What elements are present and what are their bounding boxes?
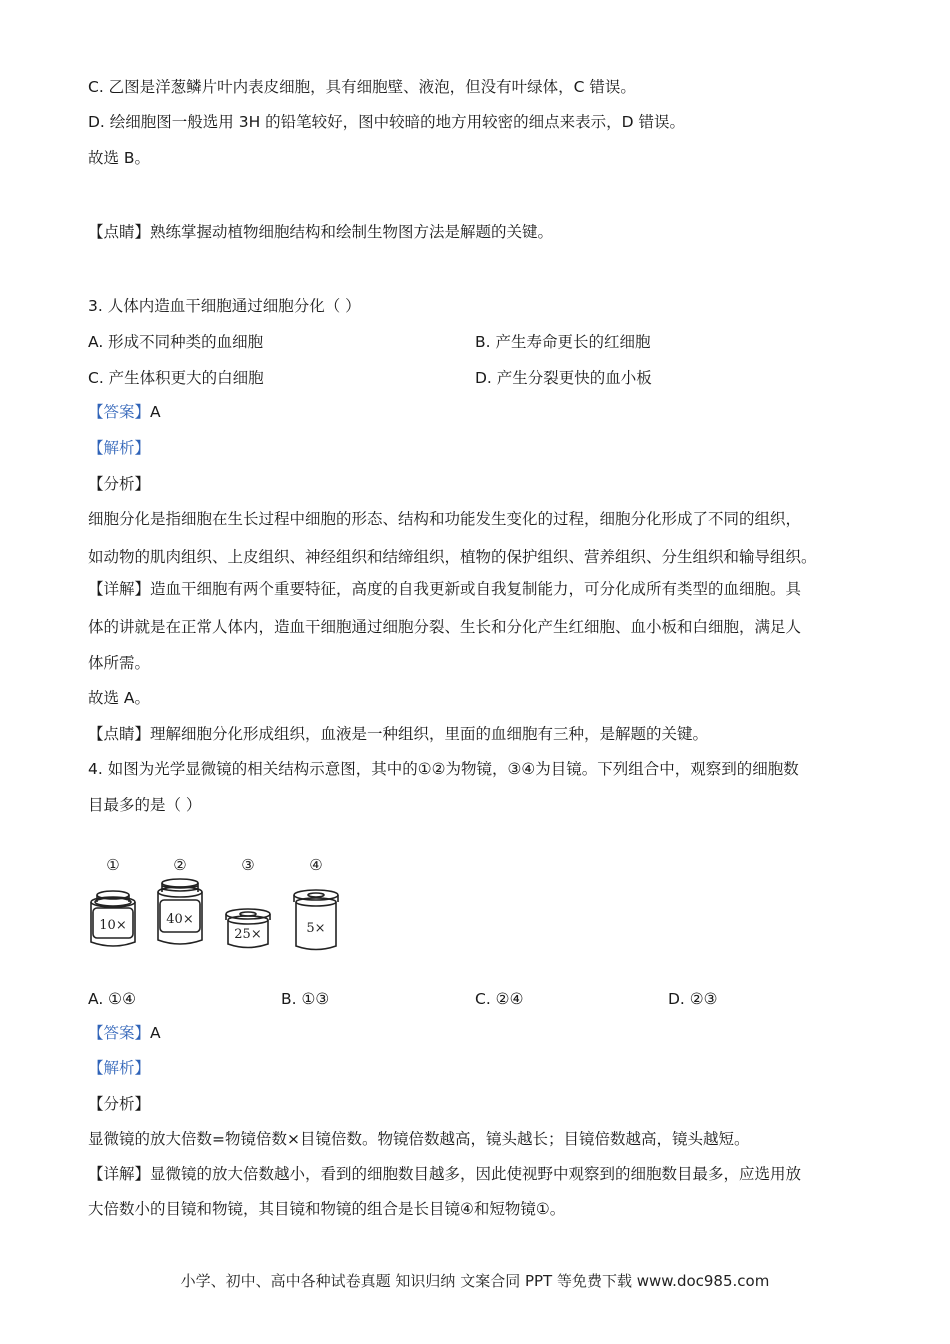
q4-jiexi-tag: 【解析】 xyxy=(88,1059,151,1077)
magnification-label: 5× xyxy=(306,921,326,936)
question-4-cont: 目最多的是（ ） xyxy=(88,796,202,814)
text-line: 体所需。 xyxy=(88,654,151,672)
dianjing-note: 【点睛】理解细胞分化形成组织，血液是一种组织，里面的血细胞有三种，是解题的关键。 xyxy=(88,725,709,743)
text-line: 细胞分化是指细胞在生长过程中细胞的形态、结构和功能发生变化的过程，细胞分化形成了不同的组织， xyxy=(88,510,802,528)
magnification-label: 25× xyxy=(234,927,262,942)
text-line: 大倍数小的目镜和物镜，其目镜和物镜的组合是长目镜④和短物镜①。 xyxy=(88,1200,566,1218)
text-line: 体的讲就是在正常人体内，造血干细胞通过细胞分裂、生长和分化产生红细胞、血小板和白细胞，满足人 xyxy=(88,618,802,636)
answer-value: A xyxy=(150,1024,161,1042)
q4-option-c: C. ②④ xyxy=(475,990,524,1008)
magnification-label: 40× xyxy=(166,912,194,927)
answer-value: A xyxy=(150,403,161,421)
question-3: 3. 人体内造血干细胞通过细胞分化（ ） xyxy=(88,297,361,315)
figure-label: ③ xyxy=(241,856,255,874)
q3-answer xyxy=(88,401,161,423)
text-line: D. 绘细胞图一般选用 3H 的铅笔较好，图中较暗的地方用较密的细点来表示，D 错误。 xyxy=(88,113,686,131)
q3-option-c: C. 产生体积更大的白细胞 xyxy=(88,369,264,387)
text-line: 【详解】造血干细胞有两个重要特征，高度的自我更新或自我复制能力，可分化成所有类型的血细胞。具 xyxy=(88,580,802,598)
text-line: 故选 B。 xyxy=(88,149,151,167)
answer-tag: 【答案】 xyxy=(88,403,151,421)
q4-option-a: A. ①④ xyxy=(88,990,136,1008)
footer-link[interactable]: 小学、初中、高中各种试卷真题 知识归纳 文案合同 PPT 等免费下载 www.doc985.com xyxy=(180,1272,770,1290)
q3-option-a: A. 形成不同种类的血细胞 xyxy=(88,333,264,351)
q3-option-d: D. 产生分裂更快的血小板 xyxy=(475,369,652,387)
figure-label: ② xyxy=(173,856,187,874)
q3-fenxi-tag: 【分析】 xyxy=(88,475,151,493)
magnification-label: 10× xyxy=(99,918,127,933)
q4-fenxi-tag: 【分析】 xyxy=(88,1095,151,1113)
figure-label: ④ xyxy=(309,856,323,874)
question-4: 4. 如图为光学显微镜的相关结构示意图，其中的①②为物镜，③④为目镜。下列组合中，观察到的细胞数 xyxy=(88,760,799,778)
q4-answer xyxy=(88,1022,161,1044)
text-line: 故选 A。 xyxy=(88,689,151,707)
microscope-lens-figure xyxy=(80,850,360,960)
q3-jiexi-tag: 【解析】 xyxy=(88,439,151,457)
answer-tag: 【答案】 xyxy=(88,1024,151,1042)
dianjing-note: 【点睛】熟练掌握动植物细胞结构和绘制生物图方法是解题的关键。 xyxy=(88,223,554,241)
q4-option-d: D. ②③ xyxy=(668,990,718,1008)
eyepiece-lens-4 xyxy=(294,890,338,950)
figure-label: ① xyxy=(106,856,120,874)
q4-option-b: B. ①③ xyxy=(281,990,330,1008)
text-line: 显微镜的放大倍数=物镜倍数×目镜倍数。物镜倍数越高，镜头越长；目镜倍数越高，镜头越短。 xyxy=(88,1130,750,1148)
q3-option-b: B. 产生寿命更长的红细胞 xyxy=(475,333,651,351)
text-line: C. 乙图是洋葱鳞片叶内表皮细胞，具有细胞壁、液泡，但没有叶绿体，C 错误。 xyxy=(88,78,636,96)
text-line: 【详解】显微镜的放大倍数越小，看到的细胞数目越多，因此使视野中观察到的细胞数目最多，应选用放 xyxy=(88,1165,802,1183)
text-line: 如动物的肌肉组织、上皮组织、神经组织和结缔组织，植物的保护组织、营养组织、分生组织和输导组织。 xyxy=(88,548,817,566)
